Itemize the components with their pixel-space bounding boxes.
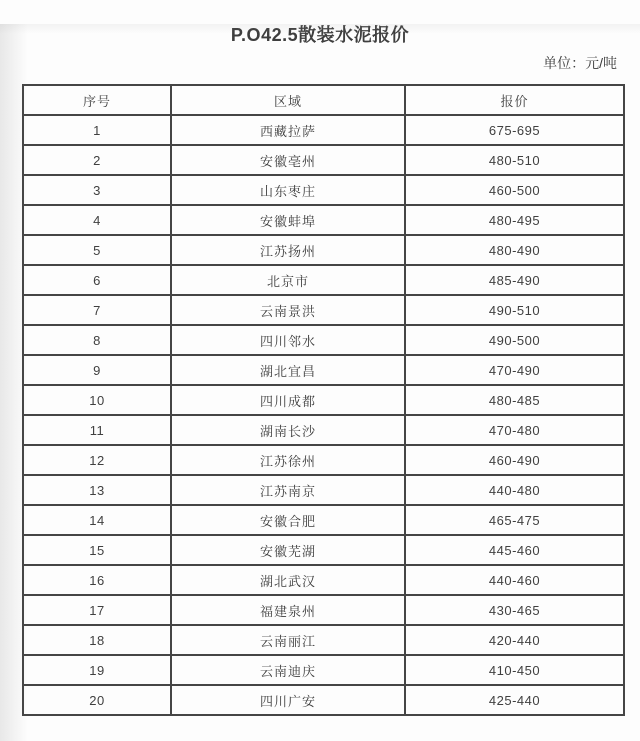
- price-cell: 460-490: [405, 445, 624, 475]
- price-cell: 490-510: [405, 295, 624, 325]
- table-row: [23, 265, 624, 295]
- region-cell: 四川广安: [171, 685, 405, 715]
- region-cell: 江苏南京: [171, 475, 405, 505]
- table-row: [23, 235, 624, 265]
- region-cell: 安徽合肥: [171, 505, 405, 535]
- price-cell: 480-510: [405, 145, 624, 175]
- index-cell: 16: [23, 565, 171, 595]
- index-cell: 19: [23, 655, 171, 685]
- unit-label: 单位：元/吨: [543, 55, 617, 71]
- price-cell: 470-490: [405, 355, 624, 385]
- region-cell: 福建泉州: [171, 595, 405, 625]
- table-row: [23, 295, 624, 325]
- price-cell: 425-440: [405, 685, 624, 715]
- table-row: [23, 385, 624, 415]
- price-cell: 485-490: [405, 265, 624, 295]
- region-cell: 江苏徐州: [171, 445, 405, 475]
- table-row: [23, 505, 624, 535]
- table-row: [23, 685, 624, 715]
- region-cell: 四川邻水: [171, 325, 405, 355]
- table-row: [23, 175, 624, 205]
- region-cell: 湖南长沙: [171, 415, 405, 445]
- price-cell: 480-495: [405, 205, 624, 235]
- column-header-0: 序号: [23, 85, 171, 115]
- table-row: [23, 325, 624, 355]
- index-cell: 18: [23, 625, 171, 655]
- table-row: [23, 445, 624, 475]
- table-row: [23, 595, 624, 625]
- document-page: [0, 24, 640, 716]
- index-cell: 11: [23, 415, 171, 445]
- table-row: [23, 415, 624, 445]
- index-cell: 20: [23, 685, 171, 715]
- price-cell: 410-450: [405, 655, 624, 685]
- index-cell: 12: [23, 445, 171, 475]
- cement-price-table: [22, 84, 625, 716]
- region-cell: 安徽蚌埠: [171, 205, 405, 235]
- region-cell: 湖北宜昌: [171, 355, 405, 385]
- price-cell: 440-480: [405, 475, 624, 505]
- table-row: [23, 205, 624, 235]
- price-cell: 675-695: [405, 115, 624, 145]
- index-cell: 3: [23, 175, 171, 205]
- region-cell: 四川成都: [171, 385, 405, 415]
- table-row: [23, 535, 624, 565]
- index-cell: 5: [23, 235, 171, 265]
- index-cell: 9: [23, 355, 171, 385]
- region-cell: 江苏扬州: [171, 235, 405, 265]
- table-row: [23, 655, 624, 685]
- price-cell: 460-500: [405, 175, 624, 205]
- region-cell: 云南景洪: [171, 295, 405, 325]
- price-cell: 490-500: [405, 325, 624, 355]
- price-cell: 440-460: [405, 565, 624, 595]
- table-row: [23, 355, 624, 385]
- region-cell: 云南丽江: [171, 625, 405, 655]
- price-cell: 420-440: [405, 625, 624, 655]
- region-cell: 山东枣庄: [171, 175, 405, 205]
- index-cell: 4: [23, 205, 171, 235]
- region-cell: 云南迪庆: [171, 655, 405, 685]
- price-cell: 445-460: [405, 535, 624, 565]
- index-cell: 6: [23, 265, 171, 295]
- region-cell: 安徽亳州: [171, 145, 405, 175]
- index-cell: 14: [23, 505, 171, 535]
- region-cell: 北京市: [171, 265, 405, 295]
- price-cell: 465-475: [405, 505, 624, 535]
- page-title: P.O42.5散装水泥报价: [230, 25, 410, 45]
- table-row: [23, 115, 624, 145]
- index-cell: 10: [23, 385, 171, 415]
- price-cell: 480-485: [405, 385, 624, 415]
- price-cell: 430-465: [405, 595, 624, 625]
- index-cell: 17: [23, 595, 171, 625]
- header-row: [23, 85, 624, 115]
- index-cell: 1: [23, 115, 171, 145]
- index-cell: 2: [23, 145, 171, 175]
- index-cell: 13: [23, 475, 171, 505]
- index-cell: 8: [23, 325, 171, 355]
- index-cell: 7: [23, 295, 171, 325]
- table-row: [23, 565, 624, 595]
- price-cell: 480-490: [405, 235, 624, 265]
- column-header-1: 区域: [171, 85, 405, 115]
- table-row: [23, 625, 624, 655]
- column-header-2: 报价: [405, 85, 624, 115]
- table-row: [23, 475, 624, 505]
- index-cell: 15: [23, 535, 171, 565]
- table-row: [23, 145, 624, 175]
- region-cell: 湖北武汉: [171, 565, 405, 595]
- price-cell: 470-480: [405, 415, 624, 445]
- region-cell: 安徽芜湖: [171, 535, 405, 565]
- region-cell: 西藏拉萨: [171, 115, 405, 145]
- table-body: [23, 115, 624, 715]
